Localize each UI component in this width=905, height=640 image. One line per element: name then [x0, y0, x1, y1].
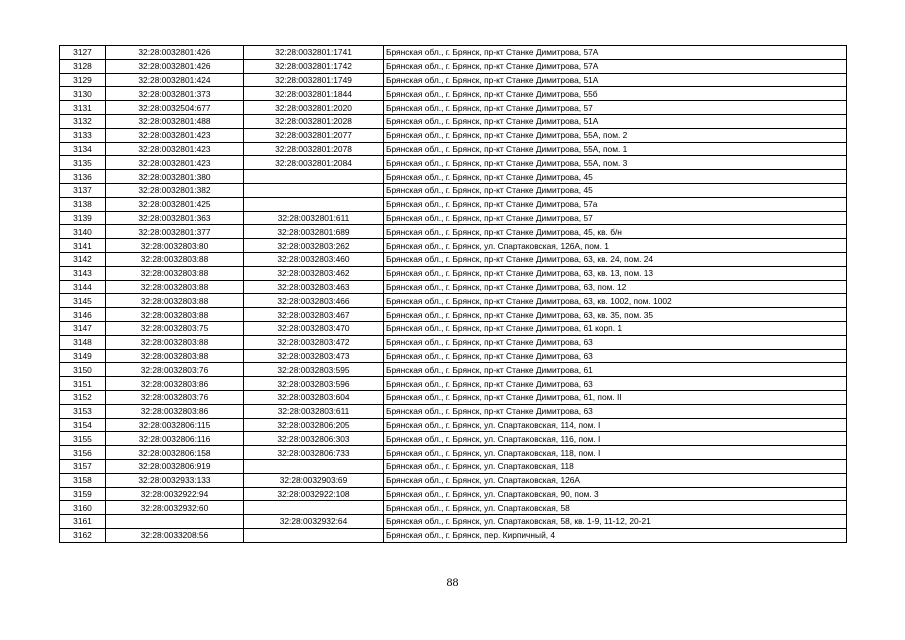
land-plot-cadastral-number-cell: 32:28:0032801:425: [106, 197, 244, 211]
row-number-cell: 3137: [60, 183, 106, 197]
row-number-cell: 3139: [60, 211, 106, 225]
row-number-cell: 3156: [60, 446, 106, 460]
cadastral-registry-table: [59, 45, 847, 543]
row-number-cell: 3142: [60, 252, 106, 266]
row-number-cell: 3147: [60, 321, 106, 335]
land-plot-cadastral-number-cell: 32:28:0032801:377: [106, 225, 244, 239]
row-number-cell: 3135: [60, 156, 106, 170]
object-cadastral-number-cell: 32:28:0032801:1844: [244, 87, 384, 101]
row-number-cell: 3161: [60, 515, 106, 529]
land-plot-cadastral-number-cell: 32:28:0032803:88: [106, 252, 244, 266]
address-cell: Брянская обл., г. Брянск, ул. Спартаковская, 118: [384, 459, 847, 473]
address-cell: Брянская обл., г. Брянск, ул. Спартаковская, 114, пом. I: [384, 418, 847, 432]
land-plot-cadastral-number-cell: 32:28:0032803:88: [106, 266, 244, 280]
address-cell: Брянская обл., г. Брянск, пр-кт Станке Димитрова, 63, кв. 35, пом. 35: [384, 308, 847, 322]
address-cell: Брянская обл., г. Брянск, пр-кт Станке Димитрова, 55А, пом. 1: [384, 142, 847, 156]
address-cell: Брянская обл., г. Брянск, пр-кт Станке Димитрова, 45: [384, 170, 847, 184]
table-row: [60, 308, 847, 322]
land-plot-cadastral-number-cell: 32:28:0032803:88: [106, 280, 244, 294]
land-plot-cadastral-number-cell: [106, 515, 244, 529]
address-cell: Брянская обл., г. Брянск, пер. Кирпичный, 4: [384, 528, 847, 542]
address-cell: Брянская обл., г. Брянск, пр-кт Станке Димитрова, 63, кв. 13, пом. 13: [384, 266, 847, 280]
land-plot-cadastral-number-cell: 32:28:0032801:488: [106, 114, 244, 128]
address-cell: Брянская обл., г. Брянск, пр-кт Станке Димитрова, 57А: [384, 59, 847, 73]
address-cell: Брянская обл., г. Брянск, ул. Спартаковская, 116, пом. I: [384, 432, 847, 446]
object-cadastral-number-cell: 32:28:0032803:460: [244, 252, 384, 266]
address-cell: Брянская обл., г. Брянск, пр-кт Станке Димитрова, 61: [384, 363, 847, 377]
object-cadastral-number-cell: 32:28:0032803:604: [244, 390, 384, 404]
object-cadastral-number-cell: 32:28:0032803:596: [244, 377, 384, 391]
table-row: [60, 432, 847, 446]
land-plot-cadastral-number-cell: 32:28:0032803:76: [106, 363, 244, 377]
object-cadastral-number-cell: 32:28:0032803:467: [244, 308, 384, 322]
object-cadastral-number-cell: 32:28:0032801:2078: [244, 142, 384, 156]
table-row: [60, 294, 847, 308]
land-plot-cadastral-number-cell: 32:28:0032803:80: [106, 239, 244, 253]
table-row: [60, 87, 847, 101]
object-cadastral-number-cell: 32:28:0032803:463: [244, 280, 384, 294]
row-number-cell: 3141: [60, 239, 106, 253]
object-cadastral-number-cell: [244, 501, 384, 515]
table-row: [60, 404, 847, 418]
object-cadastral-number-cell: 32:28:0032801:1741: [244, 46, 384, 60]
table-row: [60, 515, 847, 529]
table-row: [60, 487, 847, 501]
land-plot-cadastral-number-cell: 32:28:0032803:88: [106, 335, 244, 349]
row-number-cell: 3148: [60, 335, 106, 349]
table-row: [60, 321, 847, 335]
object-cadastral-number-cell: 32:28:0032803:472: [244, 335, 384, 349]
address-cell: Брянская обл., г. Брянск, пр-кт Станке Димитрова, 63: [384, 349, 847, 363]
row-number-cell: 3132: [60, 114, 106, 128]
land-plot-cadastral-number-cell: 32:28:0032803:86: [106, 404, 244, 418]
row-number-cell: 3151: [60, 377, 106, 391]
row-number-cell: 3144: [60, 280, 106, 294]
land-plot-cadastral-number-cell: 32:28:0032932:60: [106, 501, 244, 515]
row-number-cell: 3149: [60, 349, 106, 363]
table-row: [60, 101, 847, 115]
row-number-cell: 3162: [60, 528, 106, 542]
address-cell: Брянская обл., г. Брянск, ул. Спартаковская, 90, пом. 3: [384, 487, 847, 501]
address-cell: Брянская обл., г. Брянск, пр-кт Станке Димитрова, 63: [384, 335, 847, 349]
object-cadastral-number-cell: 32:28:0032803:595: [244, 363, 384, 377]
address-cell: Брянская обл., г. Брянск, пр-кт Станке Димитрова, 51А: [384, 73, 847, 87]
address-cell: Брянская обл., г. Брянск, пр-кт Станке Димитрова, 57: [384, 211, 847, 225]
address-cell: Брянская обл., г. Брянск, пр-кт Станке Димитрова, 55А, пом. 3: [384, 156, 847, 170]
row-number-cell: 3157: [60, 459, 106, 473]
object-cadastral-number-cell: 32:28:0032803:611: [244, 404, 384, 418]
address-cell: Брянская обл., г. Брянск, пр-кт Станке Димитрова, 61 корп. 1: [384, 321, 847, 335]
row-number-cell: 3130: [60, 87, 106, 101]
table-row: [60, 211, 847, 225]
land-plot-cadastral-number-cell: 32:28:0032801:380: [106, 170, 244, 184]
table-row: [60, 128, 847, 142]
object-cadastral-number-cell: [244, 459, 384, 473]
land-plot-cadastral-number-cell: 32:28:0032801:363: [106, 211, 244, 225]
object-cadastral-number-cell: [244, 183, 384, 197]
row-number-cell: 3136: [60, 170, 106, 184]
row-number-cell: 3153: [60, 404, 106, 418]
table-row: [60, 46, 847, 60]
land-plot-cadastral-number-cell: 32:28:0032803:86: [106, 377, 244, 391]
object-cadastral-number-cell: 32:28:0032801:1749: [244, 73, 384, 87]
table-row: [60, 418, 847, 432]
land-plot-cadastral-number-cell: 32:28:0032801:426: [106, 46, 244, 60]
address-cell: Брянская обл., г. Брянск, пр-кт Станке Димитрова, 55б: [384, 87, 847, 101]
row-number-cell: 3128: [60, 59, 106, 73]
row-number-cell: 3129: [60, 73, 106, 87]
object-cadastral-number-cell: 32:28:0032903:69: [244, 473, 384, 487]
object-cadastral-number-cell: 32:28:0032803:262: [244, 239, 384, 253]
object-cadastral-number-cell: 32:28:0032806:303: [244, 432, 384, 446]
row-number-cell: 3134: [60, 142, 106, 156]
address-cell: Брянская обл., г. Брянск, ул. Спартаковская, 58: [384, 501, 847, 515]
table-row: [60, 473, 847, 487]
address-cell: Брянская обл., г. Брянск, ул. Спартаковская, 126А, пом. 1: [384, 239, 847, 253]
table-row: [60, 335, 847, 349]
address-cell: Брянская обл., г. Брянск, пр-кт Станке Димитрова, 45: [384, 183, 847, 197]
address-cell: Брянская обл., г. Брянск, пр-кт Станке Димитрова, 63, пом. 12: [384, 280, 847, 294]
table-row: [60, 239, 847, 253]
object-cadastral-number-cell: 32:28:0032801:1742: [244, 59, 384, 73]
land-plot-cadastral-number-cell: 32:28:0032801:423: [106, 142, 244, 156]
object-cadastral-number-cell: 32:28:0032932:64: [244, 515, 384, 529]
land-plot-cadastral-number-cell: 32:28:0032801:426: [106, 59, 244, 73]
address-cell: Брянская обл., г. Брянск, пр-кт Станке Димитрова, 51А: [384, 114, 847, 128]
object-cadastral-number-cell: 32:28:0032803:470: [244, 321, 384, 335]
table-row: [60, 349, 847, 363]
row-number-cell: 3145: [60, 294, 106, 308]
land-plot-cadastral-number-cell: 32:28:0032801:382: [106, 183, 244, 197]
row-number-cell: 3158: [60, 473, 106, 487]
land-plot-cadastral-number-cell: 32:28:0032806:116: [106, 432, 244, 446]
table-row: [60, 59, 847, 73]
object-cadastral-number-cell: [244, 170, 384, 184]
table-row: [60, 377, 847, 391]
land-plot-cadastral-number-cell: 32:28:0032801:423: [106, 156, 244, 170]
land-plot-cadastral-number-cell: 32:28:0032806:158: [106, 446, 244, 460]
table-row: [60, 142, 847, 156]
object-cadastral-number-cell: [244, 528, 384, 542]
object-cadastral-number-cell: 32:28:0032803:473: [244, 349, 384, 363]
page-number: 88: [446, 575, 459, 589]
row-number-cell: 3150: [60, 363, 106, 377]
address-cell: Брянская обл., г. Брянск, пр-кт Станке Димитрова, 63, кв. 1002, пом. 1002: [384, 294, 847, 308]
land-plot-cadastral-number-cell: 32:28:0032922:94: [106, 487, 244, 501]
land-plot-cadastral-number-cell: 32:28:0032801:424: [106, 73, 244, 87]
address-cell: Брянская обл., г. Брянск, пр-кт Станке Димитрова, 63: [384, 404, 847, 418]
table-row: [60, 390, 847, 404]
table-row: [60, 280, 847, 294]
address-cell: Брянская обл., г. Брянск, пр-кт Станке Димитрова, 55А, пом. 2: [384, 128, 847, 142]
row-number-cell: 3155: [60, 432, 106, 446]
land-plot-cadastral-number-cell: 32:28:0032504:677: [106, 101, 244, 115]
land-plot-cadastral-number-cell: 32:28:0032806:919: [106, 459, 244, 473]
address-cell: Брянская обл., г. Брянск, ул. Спартаковская, 118, пом. I: [384, 446, 847, 460]
address-cell: Брянская обл., г. Брянск, ул. Спартаковская, 126А: [384, 473, 847, 487]
row-number-cell: 3160: [60, 501, 106, 515]
table-row: [60, 501, 847, 515]
land-plot-cadastral-number-cell: 32:28:0032803:88: [106, 294, 244, 308]
row-number-cell: 3140: [60, 225, 106, 239]
table-row: [60, 266, 847, 280]
table-row: [60, 528, 847, 542]
address-cell: Брянская обл., г. Брянск, ул. Спартаковская, 58, кв. 1-9, 11-12, 20-21: [384, 515, 847, 529]
table-row: [60, 363, 847, 377]
address-cell: Брянская обл., г. Брянск, пр-кт Станке Димитрова, 57а: [384, 197, 847, 211]
object-cadastral-number-cell: 32:28:0032801:689: [244, 225, 384, 239]
row-number-cell: 3133: [60, 128, 106, 142]
land-plot-cadastral-number-cell: 32:28:0033208:56: [106, 528, 244, 542]
object-cadastral-number-cell: 32:28:0032801:611: [244, 211, 384, 225]
table-row: [60, 197, 847, 211]
table-row: [60, 183, 847, 197]
land-plot-cadastral-number-cell: 32:28:0032933:133: [106, 473, 244, 487]
registry-table-body: [60, 46, 847, 543]
land-plot-cadastral-number-cell: 32:28:0032803:88: [106, 349, 244, 363]
table-row: [60, 114, 847, 128]
object-cadastral-number-cell: 32:28:0032806:205: [244, 418, 384, 432]
object-cadastral-number-cell: 32:28:0032801:2020: [244, 101, 384, 115]
row-number-cell: 3127: [60, 46, 106, 60]
table-row: [60, 73, 847, 87]
object-cadastral-number-cell: [244, 197, 384, 211]
object-cadastral-number-cell: 32:28:0032803:466: [244, 294, 384, 308]
address-cell: Брянская обл., г. Брянск, пр-кт Станке Димитрова, 57А: [384, 46, 847, 60]
object-cadastral-number-cell: 32:28:0032922:108: [244, 487, 384, 501]
object-cadastral-number-cell: 32:28:0032801:2028: [244, 114, 384, 128]
table-row: [60, 156, 847, 170]
object-cadastral-number-cell: 32:28:0032806:733: [244, 446, 384, 460]
object-cadastral-number-cell: 32:28:0032803:462: [244, 266, 384, 280]
address-cell: Брянская обл., г. Брянск, пр-кт Станке Димитрова, 63: [384, 377, 847, 391]
table-row: [60, 252, 847, 266]
object-cadastral-number-cell: 32:28:0032801:2084: [244, 156, 384, 170]
land-plot-cadastral-number-cell: 32:28:0032801:373: [106, 87, 244, 101]
row-number-cell: 3138: [60, 197, 106, 211]
land-plot-cadastral-number-cell: 32:28:0032803:76: [106, 390, 244, 404]
table-row: [60, 225, 847, 239]
address-cell: Брянская обл., г. Брянск, пр-кт Станке Димитрова, 63, кв. 24, пом. 24: [384, 252, 847, 266]
row-number-cell: 3143: [60, 266, 106, 280]
address-cell: Брянская обл., г. Брянск, пр-кт Станке Димитрова, 45, кв. б/н: [384, 225, 847, 239]
row-number-cell: 3159: [60, 487, 106, 501]
table-row: [60, 446, 847, 460]
land-plot-cadastral-number-cell: 32:28:0032806:115: [106, 418, 244, 432]
row-number-cell: 3152: [60, 390, 106, 404]
row-number-cell: 3154: [60, 418, 106, 432]
address-cell: Брянская обл., г. Брянск, пр-кт Станке Димитрова, 57: [384, 101, 847, 115]
land-plot-cadastral-number-cell: 32:28:0032801:423: [106, 128, 244, 142]
table-row: [60, 170, 847, 184]
object-cadastral-number-cell: 32:28:0032801:2077: [244, 128, 384, 142]
land-plot-cadastral-number-cell: 32:28:0032803:88: [106, 308, 244, 322]
row-number-cell: 3146: [60, 308, 106, 322]
land-plot-cadastral-number-cell: 32:28:0032803:75: [106, 321, 244, 335]
row-number-cell: 3131: [60, 101, 106, 115]
table-row: [60, 459, 847, 473]
address-cell: Брянская обл., г. Брянск, пр-кт Станке Димитрова, 61, пом. II: [384, 390, 847, 404]
